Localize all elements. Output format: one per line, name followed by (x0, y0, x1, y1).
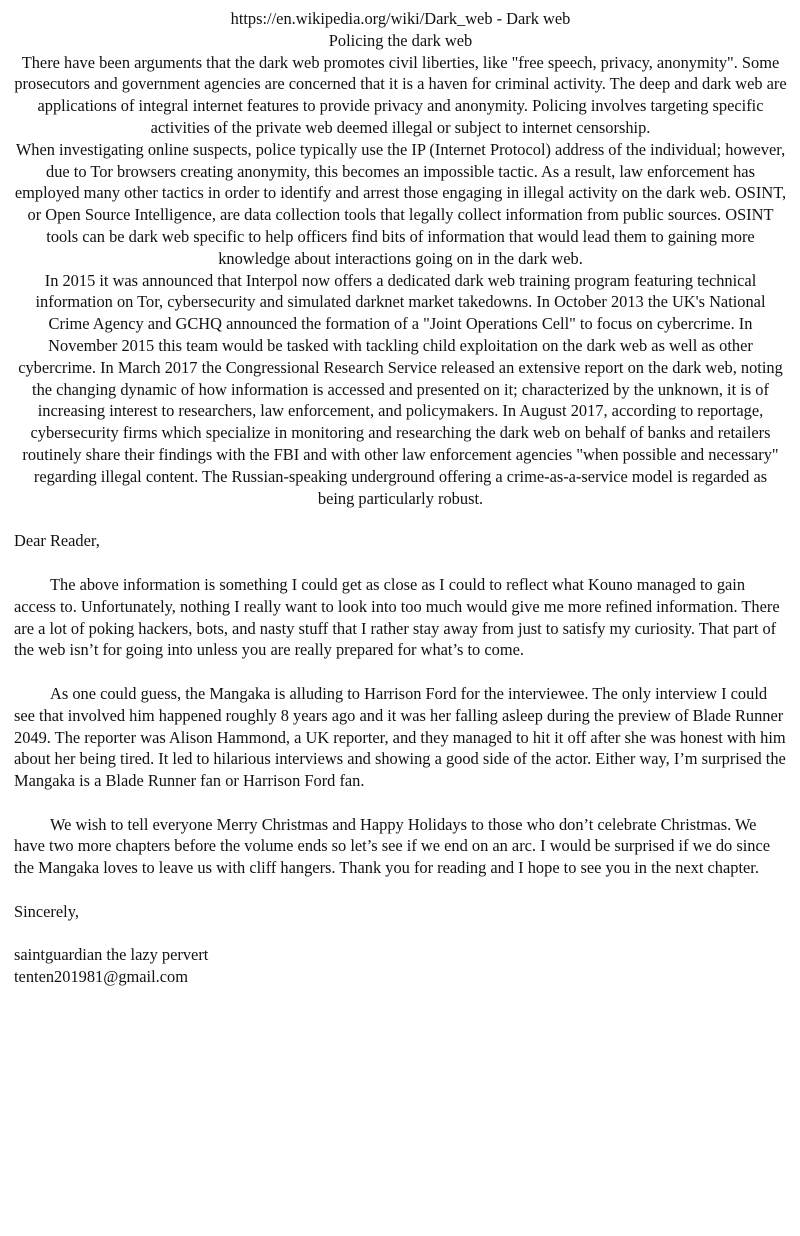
wiki-excerpt (14, 8, 787, 509)
wiki-paragraph-1: There have been arguments that the dark web promotes civil liberties, like "free speech, privacy, anonymity". Some prosecutors and government agencies are concerned that it is a haven for criminal activity. The deep and dark web are applications of integral internet features to provide privacy and anonymity. Policing involves targeting specific activities of the private web deemed illegal or subject to internet censorship. (14, 52, 787, 137)
wiki-paragraph-3: In 2015 it was announced that Interpol now offers a dedicated dark web training program featuring technical information on Tor, cybersecurity and simulated darknet market takedowns. In October 2013 the UK's National Crime Agency and GCHQ announced the formation of a "Joint Operations Cell" to focus on cybercrime. In November 2015 this team would be tasked with tackling child exploitation on the dark web as well as other cybercrime. In March 2017 the Congressional Research Service released an extensive report on the dark web, noting the changing dynamic of how information is accessed and presented on it; characterized by the unknown, it is of increasing interest to researchers, law enforcement, and policymakers. In August 2017, according to reportage, cybersecurity firms which specialize in monitoring and researching the dark web on behalf of banks and retailers routinely share their findings with the FBI and with other law enforcement agencies "when possible and necessary" regarding illegal content. The Russian-speaking underground offering a crime-as-a-service model is regarded as being particularly robust. (18, 270, 783, 508)
source-line: https://en.wikipedia.org/wiki/Dark_web - Dark web (230, 9, 571, 28)
letter-paragraph-3: We wish to tell everyone Merry Christmas and Happy Holidays to those who don’t celebrate Christmas. We have two more chapters before the volume ends so let’s see if we end on an arc. I would be surprised if we do since the Mangaka loves to leave us with cliff hangers. Thank you for reading and I hope to see you in the next chapter. (14, 814, 771, 878)
letter-paragraph-2: As one could guess, the Mangaka is alluding to Harrison Ford for the interviewee. The only interview I could see that involved him happened roughly 8 years ago and it was her falling asleep during the preview of Blade Runner 2049. The reporter was Alison Hammond, a UK reporter, and they managed to hit it off after she was honest with him about her being tired. It led to hilarious interviews and showing a good side of the actor. Either way, I’m surprised the Mangaka is a Blade Runner fan or Harrison Ford fan. (14, 683, 786, 791)
letter-greeting: Dear Reader, (14, 531, 100, 551)
signature-email: tenten201981@gmail.com (14, 967, 188, 987)
section-title: Policing the dark web (328, 30, 473, 50)
letter-paragraph-1: The above information is something I could get as close as I could to reflect what Kouno managed to gain access to. Unfortunately, nothing I really want to look into too much would give me more refined information. There are a lot of poking hackers, bots, and nasty stuff that I rather stay away from just to satisfy my curiosity. That part of the web isn’t for going into unless you are really prepared for what’s to come. (14, 574, 780, 660)
letter-closing: Sincerely, (14, 901, 79, 921)
signature-name: saintguardian the lazy pervert (14, 945, 209, 965)
signature-block (14, 944, 787, 988)
wiki-paragraph-2: When investigating online suspects, police typically use the IP (Internet Protocol) address of the individual; however, due to Tor browsers creating anonymity, this becomes an impossible tactic. As a result, law enforcement has employed many other tactics in order to identify and arrest those engaging in illegal activity on the dark web. OSINT, or Open Source Intelligence, are data collection tools that legally collect information from public sources. OSINT tools can be dark web specific to help officers find bits of information that would lead them to gaining more knowledge about interactions going on in the dark web. (14, 139, 787, 268)
translator-letter (14, 530, 787, 988)
